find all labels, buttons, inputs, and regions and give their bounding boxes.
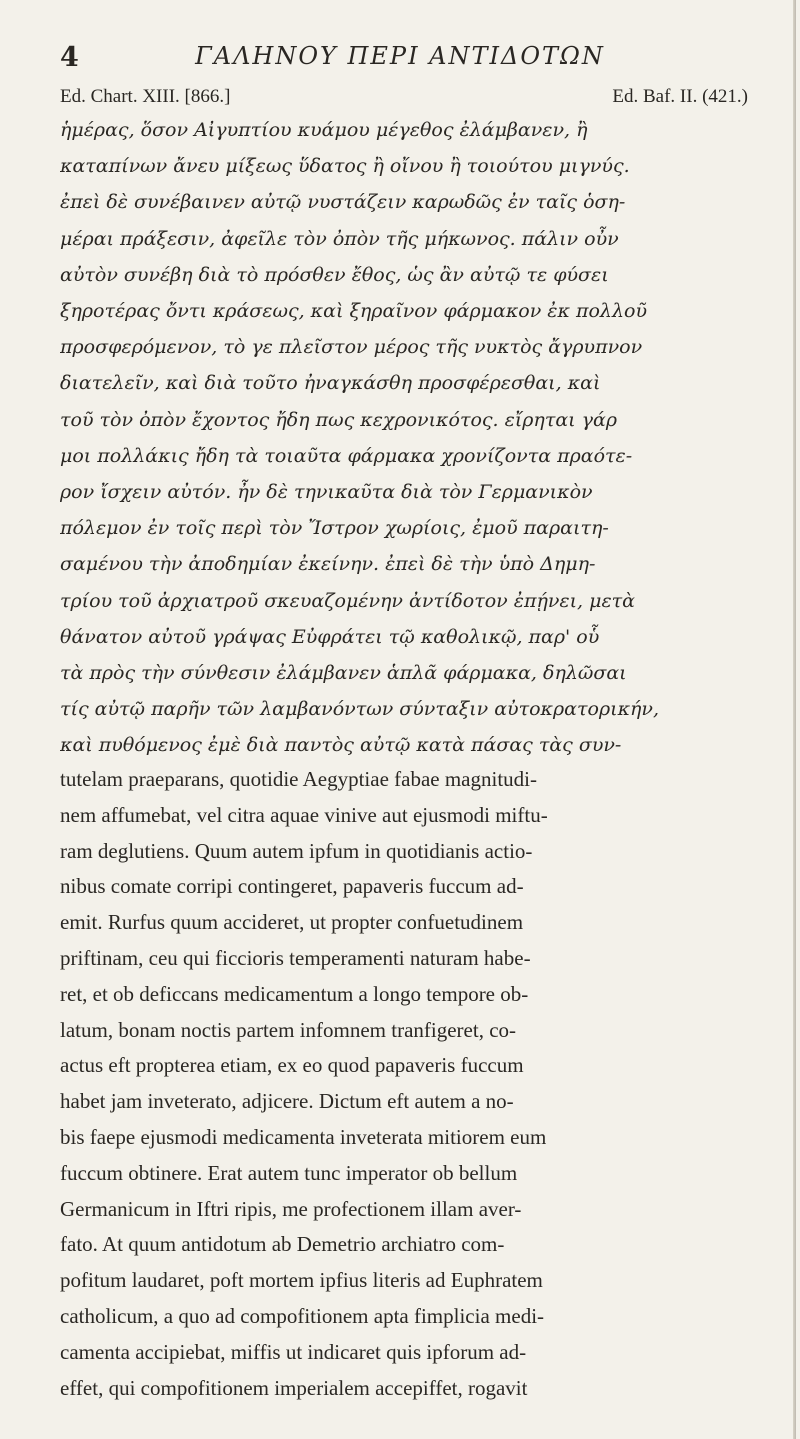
greek-line: μοι πολλάκις ἤδη τὰ τοιαῦτα φάρμακα χρονίζοντα πραότε- [60,444,633,467]
running-title: ΓΑΛΗΝΟΥ ΠΕΡΙ ΑΝΤΙΔΟΤΩΝ [195,42,605,70]
greek-line: τοῦ τὸν ὀπὸν ἔχοντος ἤδη πως κεχρονικότος. εἴρηται γάρ [60,408,618,431]
latin-line: Germanicum in Iftri ripis, me profectionem illam aver- [60,1196,522,1221]
greek-line: σαμένου τὴν ἀποδημίαν ἐκείνην. ἐπεὶ δὲ τὴν ὑπὸ Δημη- [60,553,596,576]
greek-line: μέραι πράξεσιν, ἀφεῖλε τὸν ὀπὸν τῆς μήκωνος. πάλιν οὖν [60,227,619,250]
latin-line: ret, et ob deficcans medicamentum a longo tempore ob- [60,981,529,1006]
greek-line: ρον ἴσχειν αὐτόν. ἦν δὲ τηνικαῦτα διὰ τὸν Γερμανικὸν [60,481,593,504]
latin-line: effet, qui compofitionem imperialem accepiffet, rogavit [60,1375,528,1400]
greek-line: ξηροτέρας ὄντι κράσεως, καὶ ξηραῖνον φάρμακον ἐκ πολλοῦ [60,300,647,323]
latin-line: emit. Rurfus quum accideret, ut propter confuetudinem [60,910,524,935]
greek-line: πόλεμον ἐν τοῖς περὶ τὸν Ἴστρον χωρίοις, ἐμοῦ παραιτη- [60,517,609,540]
latin-line: priftinam, ceu qui ficcioris temperamenti naturam habe- [60,945,531,970]
latin-line: actus eft propterea etiam, ex eo quod papaveris fuccum [60,1053,524,1078]
page-number: 4 [60,42,79,73]
page-edge-shadow [793,0,796,1439]
edition-reference-left: Ed. Chart. XIII. [866.] [60,86,231,107]
greek-line: τίς αὐτῷ παρῆν τῶν λαμβανόντων σύνταξιν αὐτοκρατορικήν, [60,698,660,721]
latin-line: habet jam inveterato, adjicere. Dictum eft autem a no- [60,1089,514,1114]
latin-line: fato. At quum antidotum ab Demetrio archiatro com- [60,1232,505,1257]
edition-reference-right: Ed. Baf. II. (421.) [612,86,748,107]
greek-text-block [60,112,748,764]
latin-text-block [60,762,748,1406]
greek-line: ἐπεὶ δὲ συνέβαινεν αὐτῷ νυστάζειν καρωδῶς ἐν ταῖς ὁση- [60,191,626,214]
greek-line: ἡμέρας, ὅσον Αἰγυπτίου κυάμου μέγεθος ἐλάμβανεν, ἢ [60,119,588,141]
greek-line: αὐτὸν συνέβη διὰ τὸ πρόσθεν ἔθος, ὡς ἂν αὐτῷ τε φύσει [60,263,609,286]
greek-line: καταπίνων ἄνευ μίξεως ὕδατος ἢ οἴνου ἢ τοιούτου μιγνύς. [60,155,630,178]
latin-line: tutelam praeparans, quotidie Aegyptiae fabae magnitudi- [60,767,537,791]
greek-line: τρίου τοῦ ἀρχιατροῦ σκευαζομένην ἀντίδοτον ἐπῄνει, μετὰ [60,589,636,612]
latin-line: fuccum obtinere. Erat autem tunc imperator ob bellum [60,1160,518,1185]
greek-line: διατελεῖν, καὶ διὰ τοῦτο ἠναγκάσθη προσφέρεσθαι, καὶ [60,372,601,395]
latin-line: latum, bonam noctis partem infomnem tranfigeret, co- [60,1017,517,1042]
latin-line: bis faepe ejusmodi medicamenta inveterata mitiorem eum [60,1124,547,1149]
greek-line: τὰ πρὸς τὴν σύνθεσιν ἐλάμβανεν ἁπλᾶ φάρμακα, δηλῶσαι [60,662,627,685]
greek-line: καὶ πυθόμενος ἐμὲ διὰ παντὸς αὐτῷ κατὰ πάσας τὰς συν- [60,734,622,757]
latin-line: camenta accipiebat, miffis ut indicaret quis ipforum ad- [60,1339,527,1364]
greek-line: προσφερόμενον, τὸ γε πλεῖστον μέρος τῆς νυκτὸς ἄγρυπνον [60,336,643,359]
latin-line: nibus comate corripi contingeret, papaveris fuccum ad- [60,874,524,899]
latin-line: nem affumebat, vel citra aquae vinive aut ejusmodi miftu- [60,802,548,827]
greek-line: θάνατον αὐτοῦ γράψας Εὐφράτει τῷ καθολικῷ, παρ' οὗ [60,625,600,648]
latin-line: catholicum, a quo ad compofitionem apta fimplicia medi- [60,1303,545,1328]
latin-line: pofitum laudaret, poft mortem ipfius literis ad Euphratem [60,1268,543,1293]
latin-line: ram deglutiens. Quum autem ipfum in quotidianis actio- [60,838,533,863]
